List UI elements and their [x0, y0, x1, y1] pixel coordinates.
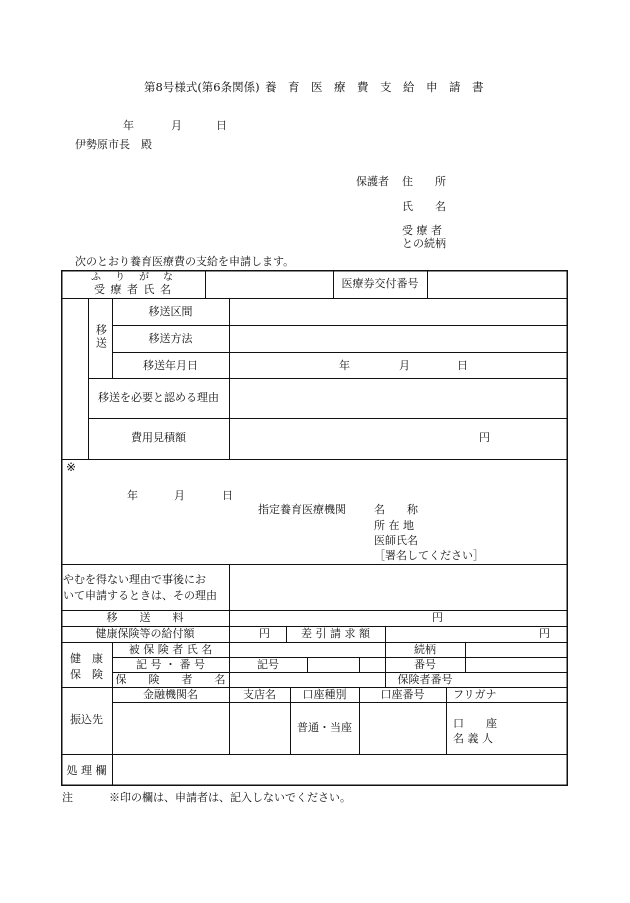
symbol-label: 記号 — [257, 658, 279, 671]
signature-note: ［署名してください］ — [374, 549, 484, 562]
insured-name-label: 被 保 険 者 氏 名 — [128, 643, 213, 656]
furigana-kata-label: フリガナ — [453, 688, 497, 701]
guardian-name-label: 氏 名 — [402, 200, 446, 213]
transport-method-label: 移送方法 — [148, 332, 193, 345]
note-text: ※印の欄は、申請者は、記入しないでください。 — [109, 791, 351, 804]
transport-label — [88, 324, 112, 350]
transfer-label: 振込先 — [70, 713, 103, 726]
application-form — [61, 270, 568, 786]
number-label: 番号 — [414, 658, 436, 671]
transport-fee-yen: 円 — [432, 611, 443, 624]
branch-name-label: 支店名 — [243, 688, 276, 701]
health-insurance-label — [61, 651, 112, 683]
transport-section-label: 移送区間 — [148, 305, 193, 318]
doctor-date-year: 年 — [127, 489, 138, 502]
relation-label-2: との続柄 — [402, 237, 446, 250]
form-title: 養 育 医 療 費 支 給 申 請 書 — [265, 80, 484, 94]
ticket-number-field[interactable] — [428, 271, 567, 297]
symbol-number-label: 記 号 ・ 番 号 — [136, 658, 205, 671]
bank-name-label: 金融機関名 — [143, 688, 198, 701]
relationship-label: 続柄 — [414, 643, 436, 656]
transport-method-field[interactable] — [230, 326, 567, 352]
ticket-number-label: 医療券交付番号 — [341, 277, 419, 290]
header-date-month: 月 — [171, 119, 182, 132]
doctor-date-day: 日 — [222, 489, 233, 502]
cost-estimate-yen: 円 — [479, 431, 490, 444]
intro-text: 次のとおり養育医療費の支給を申請します。 — [75, 255, 295, 268]
late-reason-label — [63, 572, 217, 604]
late-reason-line-2: いて申請するときは、その理由 — [63, 589, 217, 602]
necessity-reason-label: 移送を必要と認める理由 — [98, 391, 219, 404]
transport-section-field[interactable] — [230, 299, 567, 325]
account-number-label: 口座番号 — [380, 688, 425, 701]
transport-date-month: 月 — [399, 359, 410, 372]
relation-label-1: 受 療 者 — [402, 224, 442, 237]
insurer-number-label: 保険者番号 — [397, 673, 453, 686]
institution-address-label: 所 在 地 — [374, 519, 414, 532]
doctor-date-month: 月 — [174, 489, 185, 502]
balance-label: 差 引 請 求 額 — [301, 627, 370, 640]
patient-name-label: 受 療 者 氏 名 — [94, 282, 172, 296]
guardian-address-label: 住 所 — [402, 175, 446, 188]
institution-name-label: 名 称 — [374, 503, 418, 516]
patient-name-field[interactable] — [206, 271, 332, 297]
transport-date-day: 日 — [457, 359, 468, 372]
processing-label: 処 理 欄 — [66, 764, 107, 777]
account-holder-label-2: 名 義 人 — [453, 732, 493, 745]
insurance-benefit-yen: 円 — [259, 627, 270, 640]
furigana-cell — [61, 272, 205, 296]
late-reason-line-1: やむを得ない理由で事後にお — [63, 573, 206, 586]
transport-vertical-label: 移送 — [94, 324, 108, 350]
guardian-label: 保護者 — [356, 175, 389, 188]
health-insurance-label-2: 保 険 — [70, 668, 103, 681]
account-holder-label — [453, 716, 497, 746]
note-label: 注 — [62, 791, 73, 804]
insurer-name-label: 保 険 者 名 — [115, 673, 226, 686]
health-insurance-label-1: 健 康 — [70, 652, 103, 665]
transport-date-label: 移送年月日 — [143, 359, 198, 372]
doctor-name-label: 医師氏名 — [374, 534, 418, 547]
late-reason-field[interactable] — [230, 565, 567, 610]
designated-institution-label: 指定養育医療機関 — [258, 503, 346, 516]
form-number: 第8号様式(第6条関係) — [144, 80, 260, 94]
furigana-label: ふ り が な — [91, 272, 175, 283]
header-date-day: 日 — [216, 119, 227, 132]
balance-yen: 円 — [539, 627, 550, 640]
transport-fee-label: 移 送 料 — [106, 611, 184, 624]
account-type-label: 口座種別 — [302, 688, 347, 701]
doctor-section-mark: ※ — [66, 460, 77, 474]
transport-date-year: 年 — [339, 359, 350, 372]
cost-estimate-label: 費用見積額 — [131, 431, 186, 444]
account-type-value: 普通・当座 — [297, 721, 352, 734]
addressee: 伊勢原市長 殿 — [75, 138, 152, 151]
header-date-year: 年 — [123, 119, 134, 132]
insurance-benefit-label: 健康保険等の給付額 — [95, 627, 195, 640]
necessity-reason-field[interactable] — [230, 379, 567, 418]
account-holder-label-1: 口 座 — [453, 717, 497, 730]
